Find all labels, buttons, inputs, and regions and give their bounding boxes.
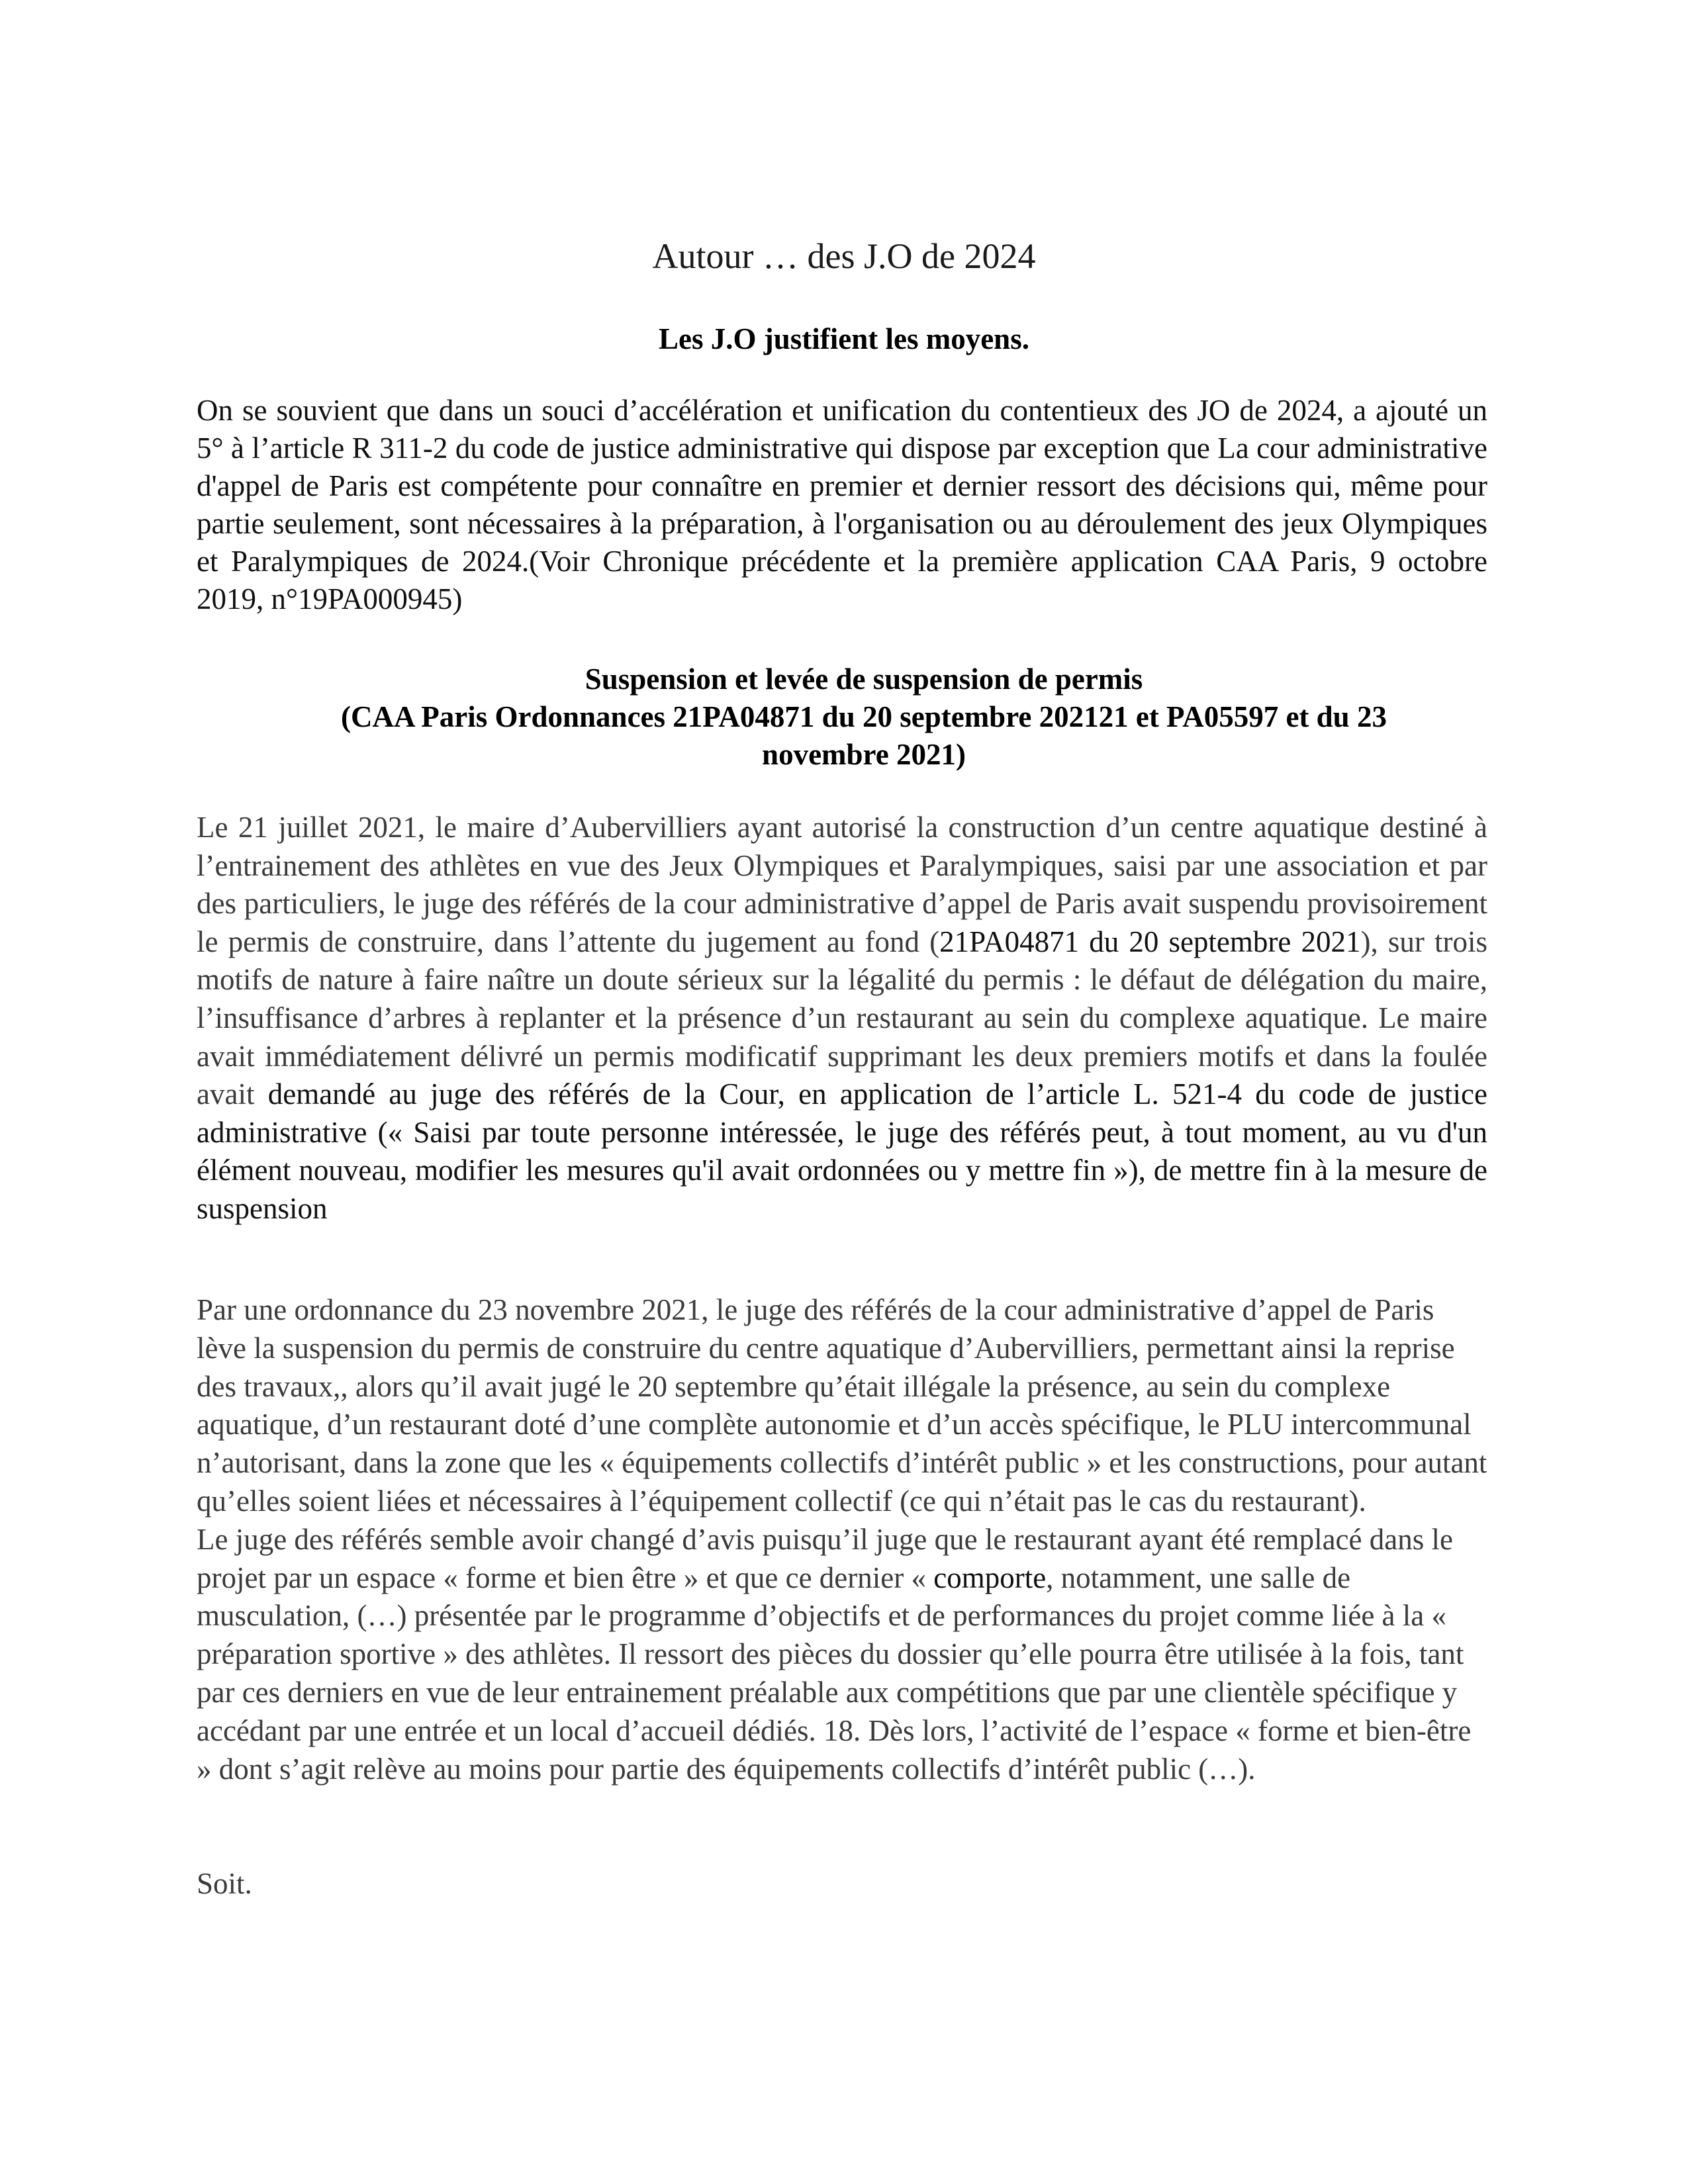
paragraph-levee-analysis xyxy=(197,1521,1487,1789)
paragraph-suspension xyxy=(197,809,1487,1228)
paragraph-levee-intro: Par une ordonnance du 23 novembre 2021, le juge des référés de la cour administrative d’appel de Paris lève la suspension du permis de construire du centre aquatique d’Aubervilliers, permettant ainsi la reprise des travaux,, alors qu’il avait jugé le 20 septembre qu’était illégale la présence, au sein du complexe aquatique, d’un restaurant doté d’une complète autonomie et d’un accès spécifique, le PLU intercommunal n’autorisant, dans la zone que les « équipements collectifs d’intérêt public » et les constructions, pour autant qu’elles soient liées et nécessaires à l’équipement collectif (ce qui n’était pas le cas du restaurant). xyxy=(197,1293,1487,1518)
section-heading xyxy=(252,660,1476,774)
sign-off: Soit. xyxy=(197,1867,252,1900)
quoted-term-comporte: comporte xyxy=(933,1561,1047,1594)
paragraph-suspension-text-2: ), sur trois motifs de nature à faire naître un doute sérieux sur la légalité du permis : le défaut de délégation du maire, l’insuffisance d’arbres à replanter et la présence d’un restaurant au sein du complexe aquatique. Le maire avait immédiatement délivré un permis modificatif supprimant les deux premiers motifs et dans la foulée avait xyxy=(197,925,1487,1111)
paragraph-suspension-text-1: Le 21 juillet 2021, le maire d’Aubervilliers ayant autorisé la construction d’un centre aquatique destiné à l’entrainement des athlètes en vue des Jeux Olympiques et Paralympiques, saisi par une association et par des particuliers, le juge des référés de la cour administrative d’appel de Paris avait suspendu provisoirement le permis de construire, dans l’attente du jugement au fond ( xyxy=(197,811,1487,958)
document-subtitle: Les J.O justifient les moyens. xyxy=(659,322,1029,355)
paragraph-levee-text-1: Le juge des référés semble avoir changé d’avis puisqu’il juge que le restaurant ayant été remplacé dans le projet par un espace « forme et bien être » et que ce dernier « xyxy=(197,1522,1453,1594)
paragraph-levee xyxy=(197,1291,1487,1788)
paragraph-levee-text-2: , notamment, une salle de musculation, (…) présentée par le programme d’objectifs et de performances du projet comme liée à la « préparation sportive » des athlètes. Il ressort des pièces du dossier qu’elle pourra être utilisée à la fois, tant par ces derniers en vue de leur entrainement préalable aux compétitions que par une clientèle spécifique y accédant par une entrée et un local d’accueil dédiés. 18. Dès lors, l’activité de l’espace « forme et bien-être » dont s’agit relève au moins pour partie des équipements collectifs d’intérêt public (…). xyxy=(197,1561,1472,1786)
section-heading-line-2: (CAA Paris Ordonnances 21PA04871 du 20 septembre 202121 et PA05597 et du 23 xyxy=(341,700,1387,733)
document-title: Autour … des J.O de 2024 xyxy=(652,236,1036,276)
section-heading-line-3: novembre 2021) xyxy=(762,738,966,771)
paragraph-suspension-request: demandé au juge des référés de la Cour, en application de l’article L. 521-4 du code de justice administrative (« Saisi par toute personne intéressée, le juge des référés peut, à tout moment, au vu d'un élément nouveau, modifier les mesures qu'il avait ordonnées ou y mettre fin »), de mettre fin à la mesure de suspension xyxy=(197,1077,1487,1225)
intro-paragraph: On se souvient que dans un souci d’accélération et unification du contentieux des JO de 2024, a ajouté un 5° à l’article R 311-2 du code de justice administrative qui dispose par exception que La cour administrative d'appel de Paris est compétente pour connaître en premier et dernier ressort des décisions qui, même pour partie seulement, sont nécessaires à la préparation, à l'organisation ou au déroulement des jeux Olympiques et Paralympiques de 2024.(Voir Chronique précédente et la première application CAA Paris, 9 octobre 2019, n°19PA000945) xyxy=(197,394,1487,615)
ordonnance-reference: 21PA04871 du 20 septembre 2021 xyxy=(939,925,1361,958)
section-heading-line-1: Suspension et levée de suspension de permis xyxy=(585,662,1143,696)
